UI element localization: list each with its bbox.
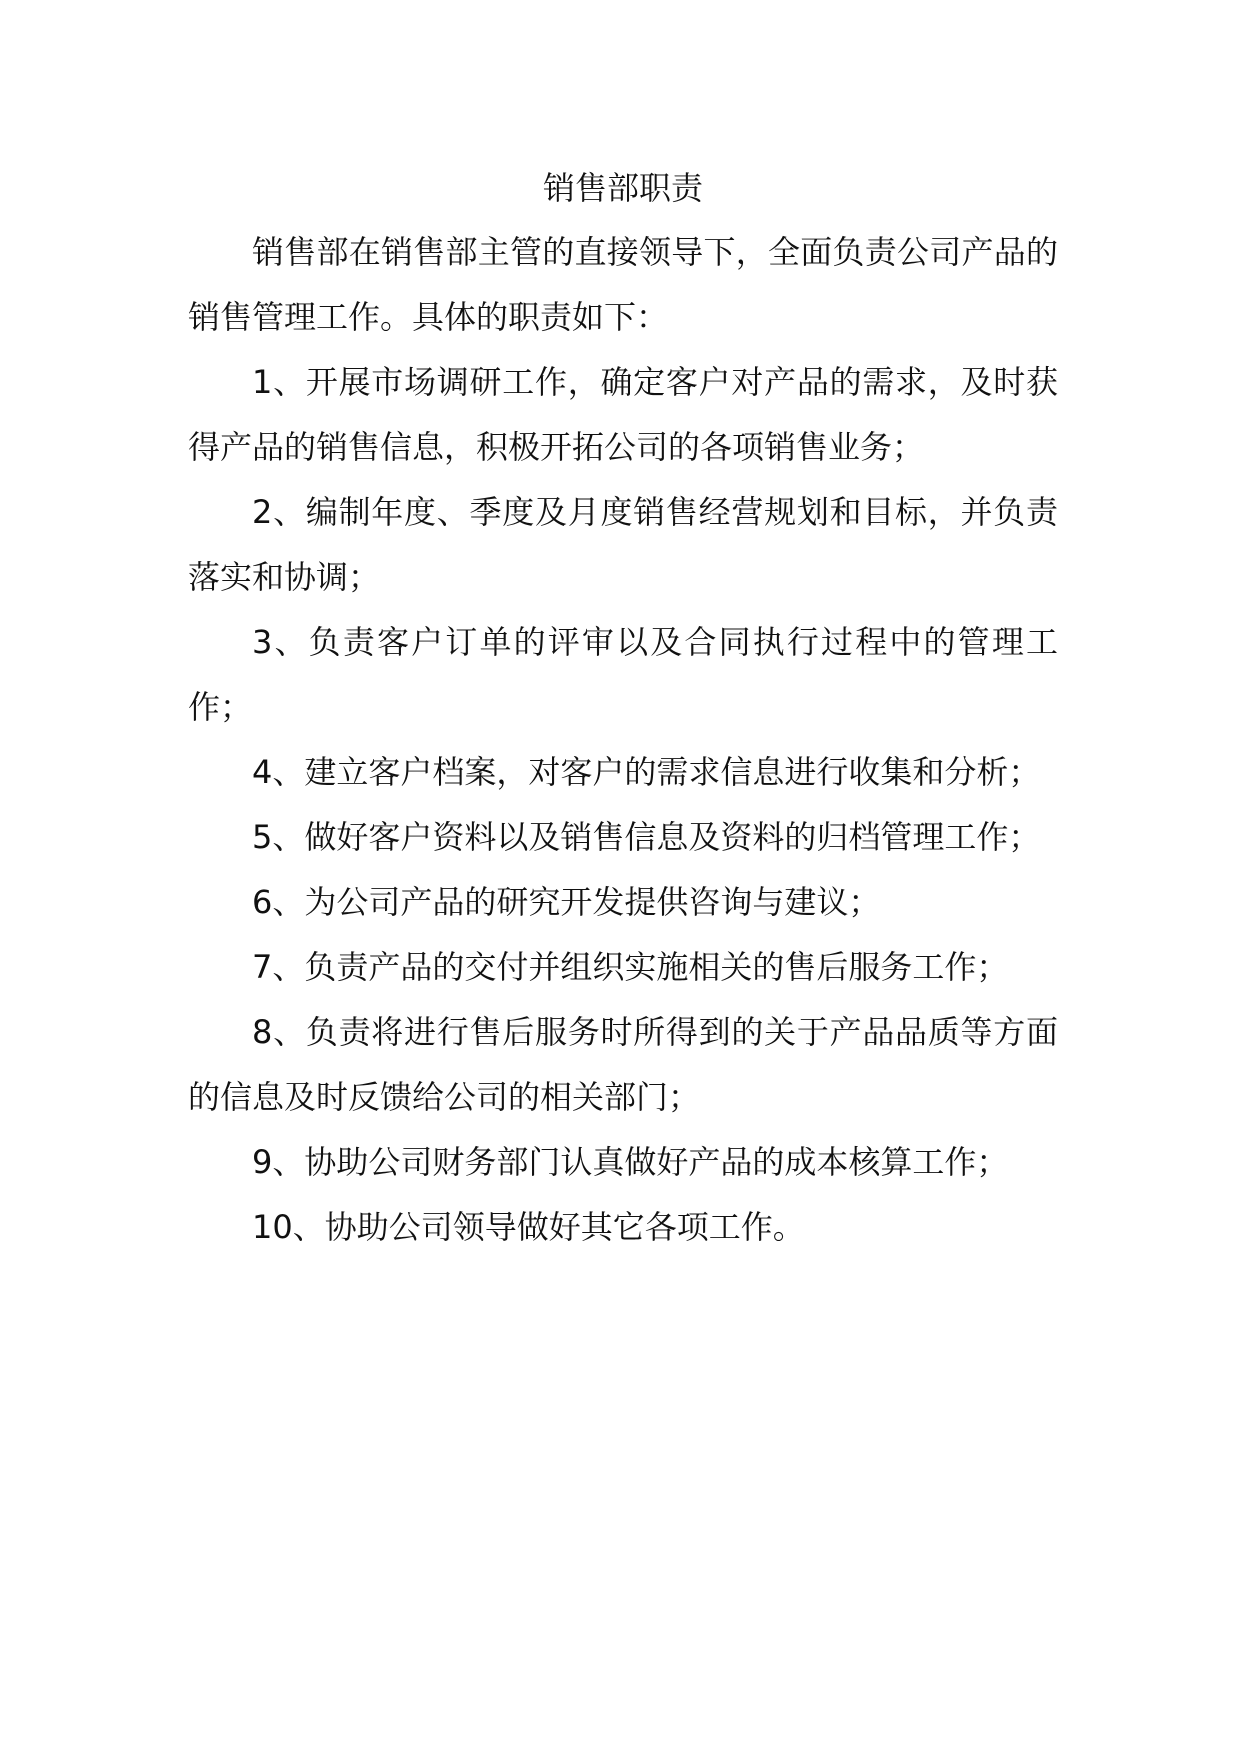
duty-item-10: 10、协助公司领导做好其它各项工作。	[252, 1208, 805, 1246]
duty-item-9: 9、协助公司财务部门认真做好产品的成本核算工作；	[252, 1143, 1009, 1181]
duty-item-1: 1、开展市场调研工作，确定客户对产品的需求，及时获得产品的销售信息，积极开拓公司的各项销售业务；	[188, 363, 1058, 466]
duty-item-7: 7、负责产品的交付并组织实施相关的售后服务工作；	[252, 948, 1009, 986]
duty-item-6: 6、为公司产品的研究开发提供咨询与建议；	[252, 883, 881, 921]
duty-item-5: 5、做好客户资料以及销售信息及资料的归档管理工作；	[252, 818, 1041, 856]
duty-item-2: 2、编制年度、季度及月度销售经营规划和目标，并负责落实和协调；	[188, 493, 1058, 596]
duty-item-3: 3、负责客户订单的评审以及合同执行过程中的管理工作；	[188, 623, 1058, 726]
document-title: 销售部职责	[542, 169, 703, 207]
duty-item-8: 8、负责将进行售后服务时所得到的关于产品品质等方面的信息及时反馈给公司的相关部门；	[188, 1013, 1058, 1116]
document-body	[188, 156, 1058, 1260]
duty-item-4: 4、建立客户档案，对客户的需求信息进行收集和分析；	[252, 753, 1041, 791]
intro-paragraph: 销售部在销售部主管的直接领导下，全面负责公司产品的销售管理工作。具体的职责如下：	[188, 233, 1058, 336]
